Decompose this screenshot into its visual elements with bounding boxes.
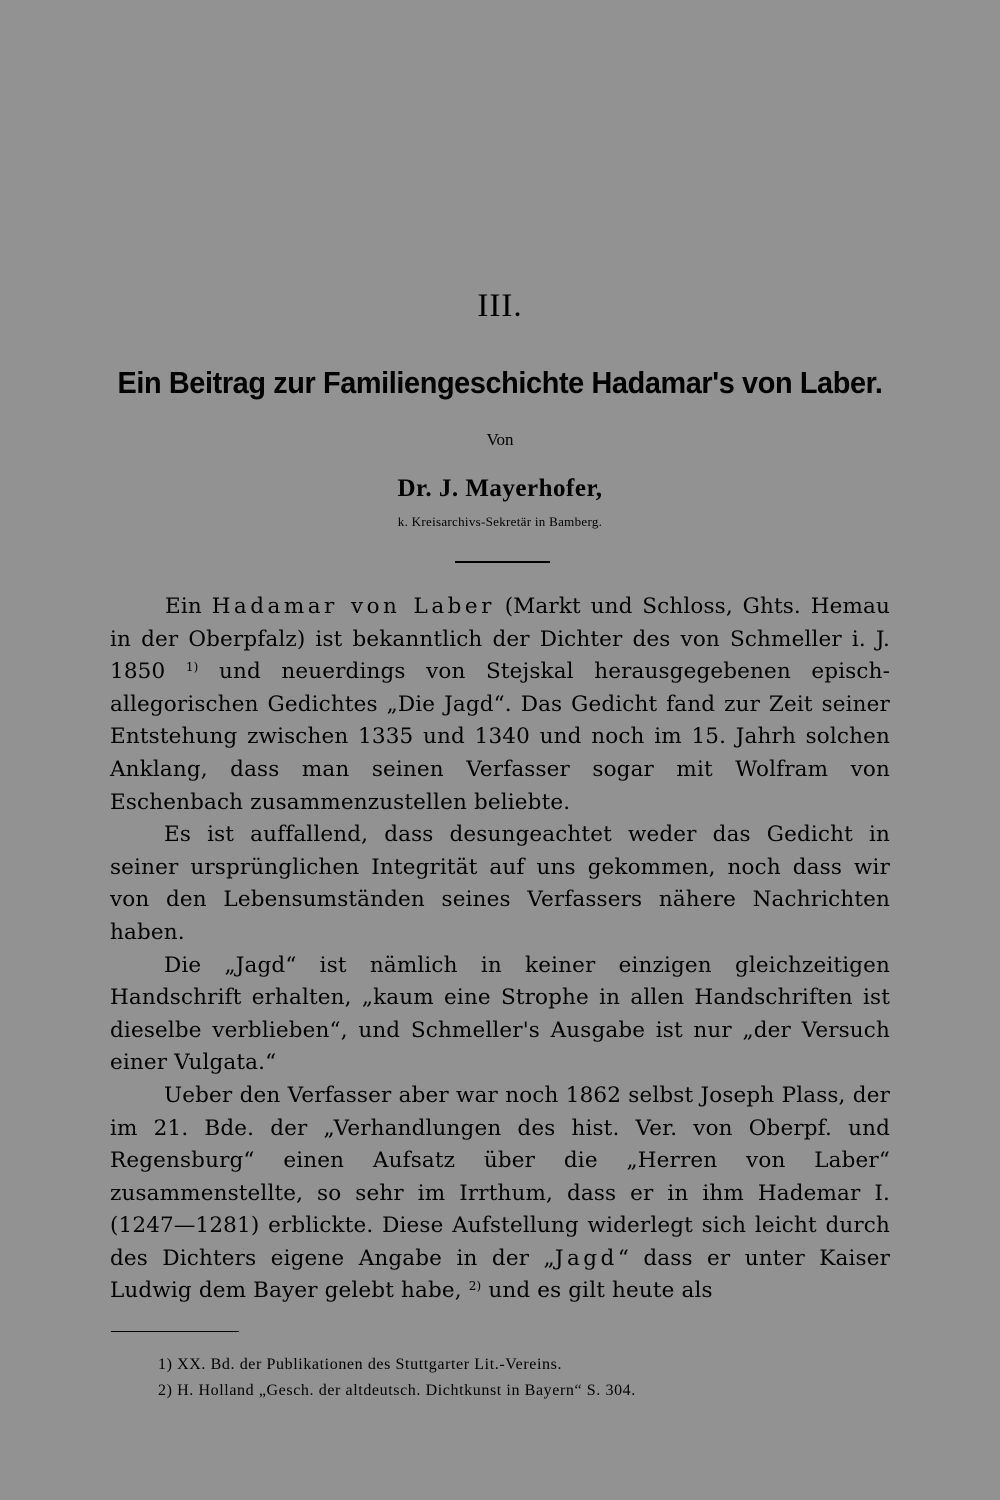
author-name: Dr. J. Mayerhofer, <box>397 475 603 502</box>
body-text <box>110 591 890 1308</box>
paragraph-1-text-b: und neuerdings von Stejskal herausgegebenen episch-allegorischen Gedichtes „Die Jagd“. Das Gedicht fand zur Zeit seiner Entstehung zwischen 1335 und 1340 und noch im 15. Jahrh solchen Anklang, dass man seinen Verfasser sogar mit Wolfram von Eschenbach zusammenzustellen beliebte. <box>110 659 891 815</box>
paragraph-1 <box>110 591 890 819</box>
spaced-word: Jagd <box>554 1245 618 1271</box>
paragraph-4-text-a: Ueber den Verfasser aber war noch 1862 selbst Joseph Plass, der im 21. Bde. der „Verhandlungen des hist. Ver. von Oberpf. und Regensburg“ einen Aufsatz über die „Herren von Laber“ zusammenstellte, so sehr im Irrthum, dass er in ihm Hademar I. (1247—1281) erblickte. Diese Aufstellung widerlegt sich leicht durch des Dichters eigene Angabe in der „ <box>110 1082 890 1271</box>
paragraph-2: Es ist auffallend, dass desungeachtet weder das Gedicht in seiner ursprünglichen Integrität auf uns gekommen, noch dass wir von den Lebensumständen seines Verfassers nähere Nachrichten haben. <box>110 822 890 945</box>
title-divider <box>455 561 550 563</box>
article-title: Ein Beitrag zur Familiengeschichte Hadamar's von Laber. <box>117 365 883 400</box>
paragraph-1-lead: Ein <box>165 594 202 619</box>
footnote-ref-1[interactable]: 1) <box>185 660 199 675</box>
author-affiliation: k. Kreisarchivs-Sekretär in Bamberg. <box>397 514 603 529</box>
by-label: Von <box>486 430 514 449</box>
paragraph-4-text-c: und es gilt heute als <box>481 1278 713 1304</box>
footnote-divider <box>111 1331 239 1332</box>
footnotes <box>158 1352 878 1404</box>
paragraph-3: Die „Jagd“ ist nämlich in keiner einzigen gleichzeitigen Handschrift erhalten, „kaum eine Strophe in allen Handschriften ist dieselbe verblieben“, und Schmeller's Ausgabe ist nur „der Versuch einer Vulgata.“ <box>110 952 890 1076</box>
footnote-ref-2[interactable]: 2) <box>468 1279 482 1294</box>
footnote-1: 1) XX. Bd. der Publikationen des Stuttgarter Lit.-Vereins. <box>158 1356 563 1373</box>
spaced-name: Hadamar von Laber <box>211 594 495 619</box>
footnote-2: 2) H. Holland „Gesch. der altdeutsch. Dichtkunst in Bayern“ S. 304. <box>158 1382 636 1399</box>
paragraph-4-text-b: “ dass er unter Kaiser Ludwig dem Bayer gelebt habe, <box>110 1245 890 1304</box>
chapter-number: III. <box>477 288 523 324</box>
paragraph-4 <box>110 1080 890 1308</box>
paragraph-1-text-a: (Markt und Schloss, Ghts. Hemau in der Oberpfalz) ist bekanntlich der Dichter des von Schmeller i. J. 1850 <box>110 594 890 685</box>
